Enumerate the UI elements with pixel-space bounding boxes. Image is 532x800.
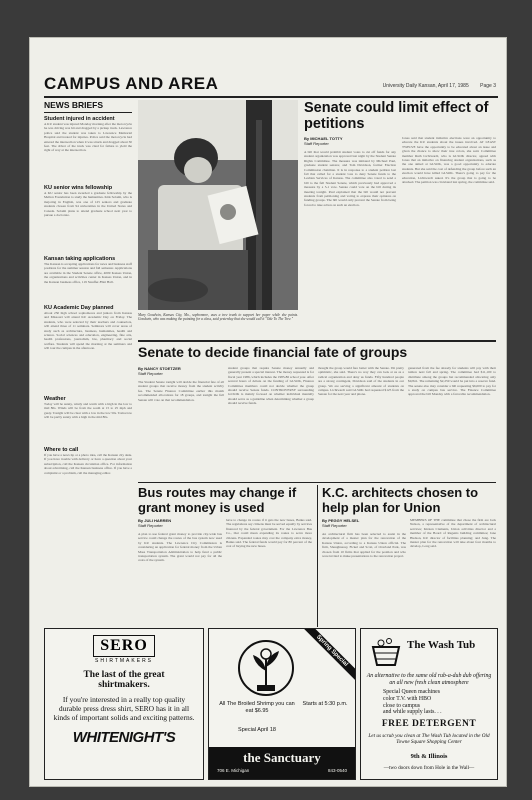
news-briefs-header: NEWS BRIEFS — [44, 100, 104, 110]
spring-special-banner: Spring Special — [303, 628, 356, 680]
sanctuary-address: 706 E. Michigan — [217, 768, 250, 773]
architects-byline-block — [322, 518, 406, 528]
fees-body-col4: generated from the fee already for students will pay with their tuition next fall and spring. The committee had $11,100 to distribute among the groups but recommended allocating only $9,841. The remaining $2,259 would be put into a reserve fund. The senate also may consider a bill requesting $6,000 to pay for a study on campus bus service. The Finance Committee approved the bill Monday with a favorable recommendation. — [408, 366, 496, 397]
news-briefs-column — [44, 100, 132, 570]
washtub-name: The Wash Tub — [407, 639, 476, 651]
fees-body-col1: The Student Senate tonight will decide the financial fate of all student groups that receive money from the student activity fee. The Senate Finance Committee earlier this month recommended allocations for 18 groups, and tonight the full Senate will vote on that recommendation. — [138, 380, 224, 402]
architects-body-col1: An architectural firm has been selected to assist in the development of a master plan for the renovation of the Kansas Union, according to a Kansas Union official. The firm, Shaughnessy, Fickel and Scott, of Overland Park, was chosen from 10 firms that applied for the position and who were invited to make presentations to the renovation project. — [322, 532, 406, 559]
bus-body-col2: have to change its routes if it gets the new buses, Banks said. The regulations say citizens must be served equally by services financed by the federal government. For the Lawrence Bus Co., that could mean expanding its routes to serve more citizens. Expanded routes may cost the company extra money, Banks said. The federal funds would pay for 80 percent of the cost of buying the new buses. — [226, 518, 312, 549]
tree-painting-photo — [138, 100, 298, 310]
brief-body: If you have a news tip or a photo idea, call the Kansan city desk. If you have trouble with delivery or have a question about your subscription, call the Kansan circulation office. For information about advertising, call the Kansan business office. If you have a complaint or a problem, call the managing editor. — [44, 453, 132, 475]
petitions-byline: By MICHAEL TOTTY — [304, 136, 343, 141]
free-detergent-promo: FREE DETERGENT — [381, 719, 477, 729]
section-title: CAMPUS AND AREA — [44, 74, 219, 93]
fees-role: Staff Reporter — [138, 371, 163, 376]
architects-byline: By PEGGY HELSEL — [322, 518, 360, 523]
petitions-body-col2: Jones said that student initiative elections were an opportunity to educate the KU students about the issues involved. AT LEAST TWELVE have the opportunity to be educated about an issue and given the chance to show their true colors, she said. Committee member Ruth Lichtwardt, who is GLSOK director, agreed with Jones that an initiative on financing student organizations, such as the one aimed at GLSOK, was a good opportunity to educate students. But she said the cost of defending the group before such an election would have killed GLSOK. There's going to pay for the education, Lichtwardt asked. It's the group that is going to be attacked. The petition was circulated last spring, the committee said. — [402, 136, 496, 185]
brief-title: Student injured in accident — [44, 116, 115, 122]
start-time: Starts at 5:30 p.m. — [302, 701, 348, 707]
sero-logo — [45, 635, 203, 664]
brief-body: A KU student was injured Monday morning after the motorcycle he was driving was hit and dragged by a pickup truck. Lawrence police said the student was taken to Lawrence Memorial Hospital and treated for injuries. Police said the motorcycle had entered the intersection when it was struck and dragged about 30 feet. The driver of the truck was cited for failure to yield the right of way at the intersection. — [44, 122, 132, 153]
sero-shirtmakers-ad — [44, 628, 204, 780]
fees-byline-block — [138, 366, 224, 376]
masthead-info — [373, 83, 496, 89]
brief-body: About 250 high school sophomores and juniors from Kansas and Missouri will attend KU Academic Day on Friday. The students, who were selected by their teachers and counselors, will attend three of 11 seminars. Seminars will cover areas of study such as architecture, business, humanities, health and science. Social sciences and education, engineering, fine arts, health professions, journalism, law, pharmacy and social welfare. Students will spend the morning at the seminars and will tour the campus in the afternoon. — [44, 311, 132, 351]
petitions-story — [304, 100, 496, 132]
feature-photo — [138, 100, 298, 310]
sero-body: If you're interested in a really top quality durable press dress shirt, SERO has it in all kinds of important solids and exciting patterns. — [53, 695, 195, 722]
brief-body: The Kansan is accepting applications for news and business staff positions for the summer session and fall semester. Applications are available in the Student Senate office, 4009 Kansas Union, the organizations and activities center in Kansas Union, and in the Kansan business office, 119 Stauffer-Flint Hall. — [44, 262, 132, 284]
washtub-features — [383, 689, 493, 716]
feature-item: color T.V. with HBO — [383, 695, 432, 702]
washtub-location: 9th & Illinois — [410, 753, 448, 760]
special-date: Special April 18 — [238, 727, 276, 733]
sero-brand: SERO — [93, 635, 155, 657]
newspaper-page — [30, 38, 506, 786]
feature-item: and while supply lasts. . . — [383, 709, 442, 716]
masthead — [44, 74, 498, 98]
sanctuary-phone: 843-0540 — [327, 768, 347, 773]
architects-story — [322, 485, 496, 515]
photo-caption: Mary Goodwin, Kansas City, Mo., sophomore, uses a tree trunk to support her paper while she paints. Goodwin, who was making the painting for a class, said yesterday that she would call it "Ode To The Tree." — [138, 313, 298, 322]
fees-byline: By NANCY STOETZER — [138, 366, 181, 371]
brief-title: KU senior wins fellowship — [44, 185, 113, 191]
fees-story — [138, 344, 496, 360]
architects-headline: K.C. architects chosen to help plan for Union — [322, 485, 479, 515]
sero-headline: The last of the great shirtmakers. — [83, 670, 165, 690]
brief-title: Where to call — [44, 447, 79, 453]
petitions-headline: Senate could limit effect of petitions — [304, 100, 489, 132]
washtub-tagline: Let us scrub you clean at The Wash Tub located in the Old Towne Square Shopping Center — [368, 733, 490, 745]
petitions-body-col1: A bill that would prohibit student votes to cut off funds for any student organization was approved last night by the Student Senate Rights Committee. The measure was initiated by Michael Paul, graduate student senator, and Tom Davidson, former Election Commission chairman. It is in response to a student petition last fall that called for a student vote to deny Senate funds to the Lesbian Services of Kansas. The committee also voted to send a bill to the full Student Senate, which previously had approved a measure by a 5-1 vote. Senate could vote on the bill during its meeting tonight. Paul explained that the bill would not prevent students from petitioning and voting to express their opinions on funding groups. The bill would only prevent the Senate from being forced to take action on such an election. — [304, 150, 396, 207]
architects-role: Staff Reporter — [322, 523, 347, 528]
brief-title: KU Academic Day planned — [44, 305, 114, 311]
petitions-byline-block — [304, 136, 396, 146]
shrimp-offer: All The Broiled Shrimp you can eat $6.95 — [219, 701, 295, 714]
fees-body-col2: student groups that require Senate money annually and generally present a special interest. The money requested is for fiscal year 1986, which includes the 1985-86 school year. After several hours of debate on the funding of GLSOK, Finance Committee members could not decide whether the group should receive Senate funds. CONTROVERSY surrounding GLSOK is mainly focused on whether individual mentally should serve as a guideline when determining whether a group should receive funds. — [228, 366, 314, 406]
washtub-footer: —two doors down from Hole in the Wall— — [383, 765, 475, 771]
bus-headline: Bus routes may change if grant money is used — [138, 485, 297, 515]
architects-body-col2: MEMBERS OF THE committee that chose the firm are Jack Nelson, a representative of the department of architectural services; Kirsten Clements, Union activities director and a member of the Board of Regents building committee; Jane Hudson, KU director of facilities planning; and Jung. The master plan for the renovation will take about four months to develop, Long said. — [410, 518, 496, 549]
bus-byline-block — [138, 518, 222, 528]
petitions-role: Staff Reporter — [304, 141, 329, 146]
whitenights-store-logo: WHITENIGHT'S — [72, 729, 176, 746]
brief-body: A KU senior has been awarded a graduate fellowship by the Mellon Foundation to study the humanities. Kirk Solami, who is majoring in English, was one of 125 seniors and graduate students chosen from 94 universities in the United States and Canada. Solami plans to attend graduate school next year to pursue a doctorate. — [44, 191, 132, 218]
bus-story — [138, 485, 312, 515]
wash-tub-ad — [360, 628, 498, 780]
fees-headline: Senate to decide financial fate of groups — [138, 344, 408, 360]
bus-body-col1: A plan to use federal grant money to provide city-wide bus service could change the routes of the bus system now used by KU students. The Lawrence City Commission is considering an application for federal money from the Urban Mass Transportation Administration to help fund a public transportation system. The grant would not pay for all the costs of the system. — [138, 532, 222, 563]
sanctuary-ad — [208, 628, 356, 780]
sanctuary-contact — [209, 766, 355, 773]
washtub-icon — [369, 635, 403, 669]
sanctuary-name: the Sanctuary — [243, 750, 321, 765]
sero-tagline: SHIRTMAKERS — [94, 658, 154, 664]
feature-item: close to campus — [383, 702, 421, 709]
bus-role: Staff Reporter — [138, 523, 163, 528]
paper-date: University Daily Kansan, April 17, 1985 — [382, 83, 469, 89]
fees-body-col3: thought the group would fare better with the Senate. I'm pretty optimistic, she said. There's no way they can look at us as a radical organization and deny us funds. Fifty hundred people are a strong contingent, Davidson said of the students in our group. We are serving a significant amount of students on campus. Lichtwardt said GLSOK had requested $125 from the Senate for the next year and phone. — [318, 366, 404, 397]
flower-plant-icon — [237, 639, 295, 697]
brief-body: Today will be sunny, windy and warm with a high in the low to mid 80s. Winds will be from the south at 15 to 25 mph and gusty. Tonight will be clear with a low in the low 50s. Tomorrow will be partly sunny with a high in the mid 80s. — [44, 402, 132, 420]
feature-item: Special Queen machines — [383, 689, 440, 695]
brief-title: Weather — [44, 396, 66, 402]
bus-byline: By JULI HARREN — [138, 518, 172, 523]
page-number: Page 3 — [480, 83, 496, 89]
sanctuary-footer — [209, 747, 355, 779]
brief-title: Kansan taking applications — [44, 256, 116, 262]
washtub-intro: An alternative to the same old rub-a-dub dub offering an all new fresh clean atmosphere — [366, 673, 492, 686]
